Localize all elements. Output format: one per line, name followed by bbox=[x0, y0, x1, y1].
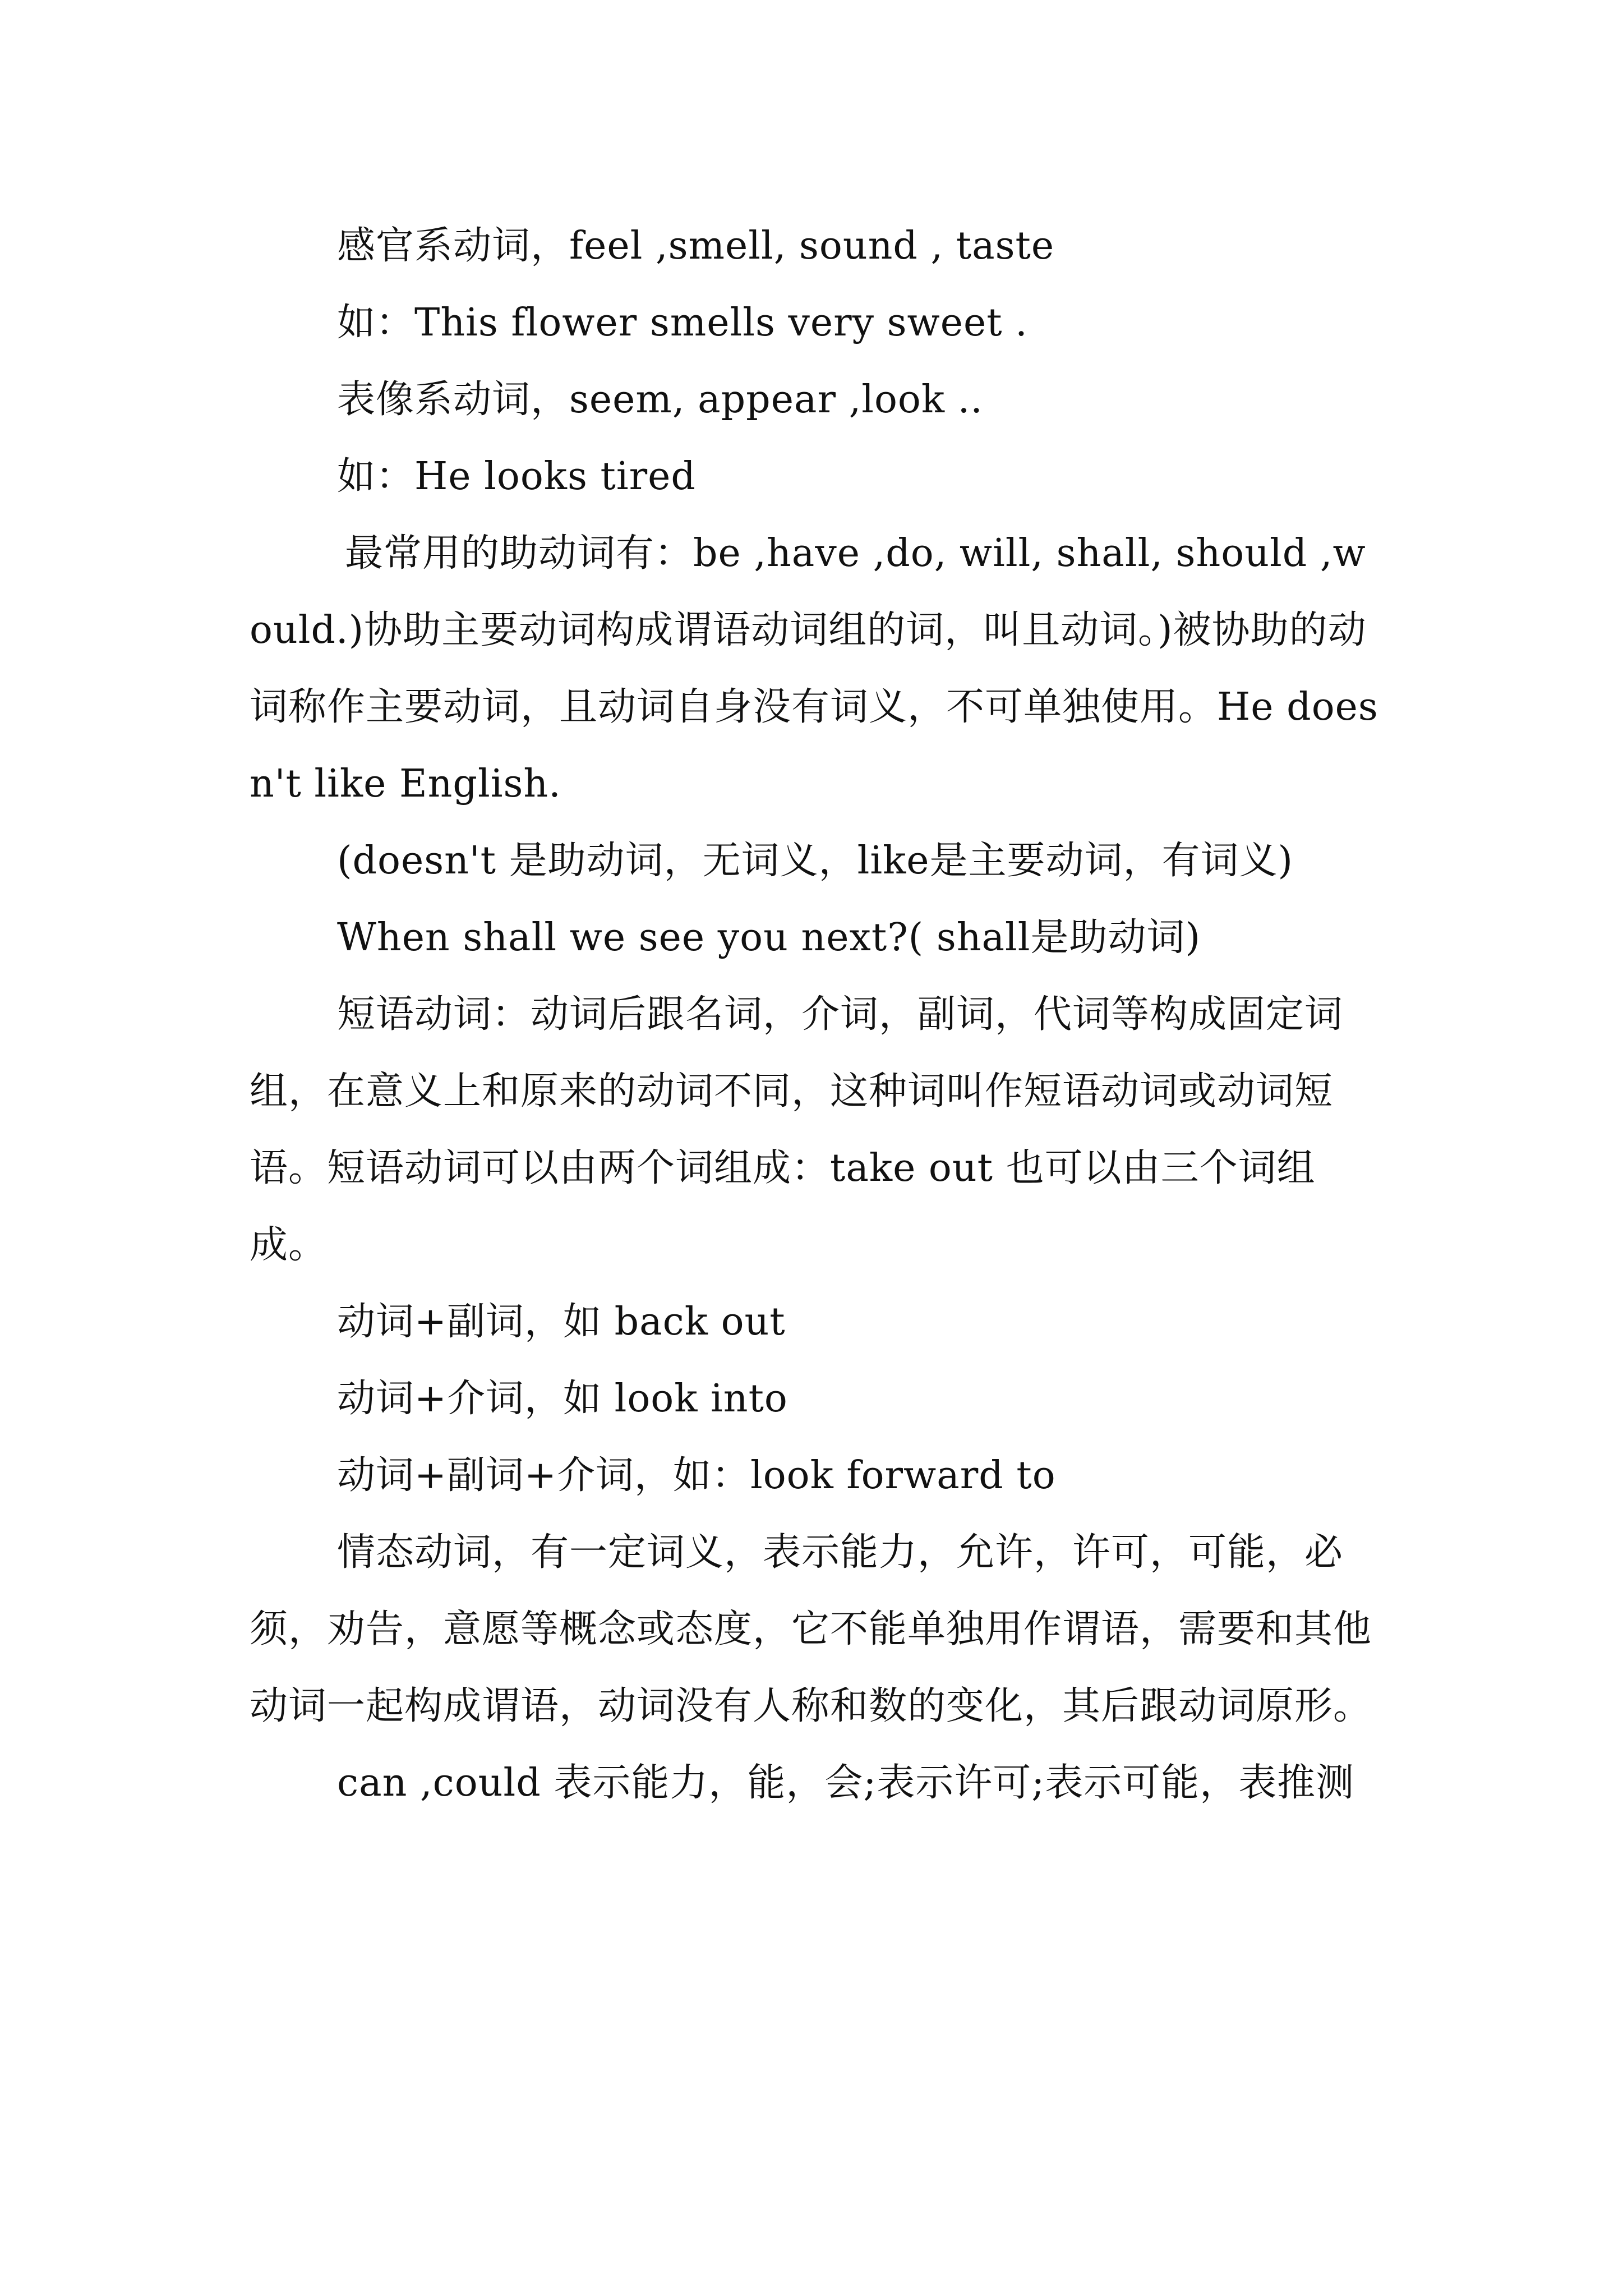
paragraph-example-tired: 如：He looks tired bbox=[337, 454, 696, 499]
paragraph-example-flower: 如：This flower smells very sweet . bbox=[337, 301, 1028, 345]
paragraph-verb-preposition: 动词+介词，如 look into bbox=[337, 1377, 788, 1421]
paragraph-linking-verbs-senses: 感官系动词，feel ,smell, sound , taste bbox=[337, 224, 1055, 268]
paragraph-auxiliary-verbs: 最常用的助动词有：be ,have ,do, will, shall, should ,would.)协助主要动词构成谓语动词组的词，叫且动词。)被协助的动词称作主要动词，且动词自身没有词义，不可单独使用。He doesn't like English. bbox=[250, 531, 1378, 806]
paragraph-can-could: can ,could 表示能力，能，会;表示许可;表示可能，表推测 bbox=[337, 1761, 1355, 1805]
paragraph-phrasal-verbs: 短语动词：动词后跟名词，介词，副词，代词等构成固定词组，在意义上和原来的动词不同，这种词叫作短语动词或动词短语。短语动词可以由两个词组成：take out 也可以由三个词组成。 bbox=[250, 992, 1344, 1267]
paragraph-linking-verbs-appearance: 表像系动词，seem, appear ,look .. bbox=[337, 378, 983, 422]
paragraph-modal-verbs: 情态动词，有一定词义，表示能力，允许，许可，可能，必须，劝告，意愿等概念或态度，它不能单独用作谓语，需要和其他动词一起构成谓语，动词没有人称和数的变化，其后跟动词原形。 bbox=[250, 1530, 1372, 1728]
paragraph-example-shall: When shall we see you next?( shall是助动词) bbox=[337, 915, 1201, 960]
paragraph-verb-adverb: 动词+副词，如 back out bbox=[337, 1300, 786, 1344]
document-body bbox=[250, 208, 1388, 1821]
paragraph-verb-adverb-preposition: 动词+副词+介词，如：look forward to bbox=[337, 1453, 1056, 1498]
paragraph-doesnt-note: (doesn't 是助动词，无词义，like是主要动词，有词义) bbox=[337, 839, 1294, 883]
